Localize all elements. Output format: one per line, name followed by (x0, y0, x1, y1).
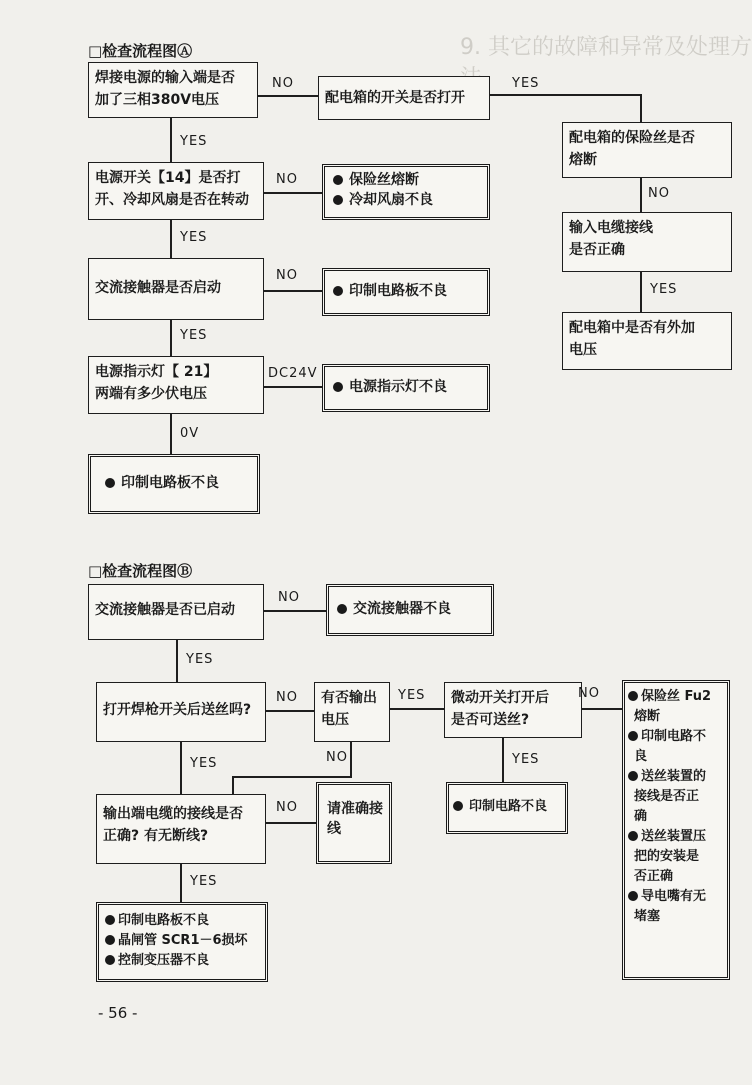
result-item (337, 599, 483, 619)
result-cont: 否正确 (634, 869, 674, 884)
connector (582, 708, 622, 710)
line: 两端有多少伏电压 (95, 386, 207, 402)
result-item (105, 931, 259, 951)
line: 打开焊枪开关后送丝吗? (103, 702, 252, 718)
result-text: 晶闸管 SCR1－6损坏 (118, 933, 248, 948)
result-item (333, 377, 479, 397)
line: 焊接电源的输入端是否 (95, 70, 235, 86)
result-cont: 熔断 (634, 709, 661, 724)
label-yes: YES (650, 282, 678, 297)
label-no: NO (276, 690, 298, 705)
line: 线 (327, 821, 341, 837)
result-text: 控制变压器不良 (118, 953, 210, 968)
result-cont: 确 (634, 809, 648, 824)
bullet-icon (628, 831, 638, 841)
flow-b-right-result (622, 680, 730, 980)
label-no: NO (276, 268, 298, 283)
flow-b-q5-box (96, 794, 266, 864)
line: 电源指示灯【 21】 (95, 364, 218, 380)
label-no: NO (578, 686, 600, 701)
result-text: 印制电路板不良 (118, 913, 210, 928)
connector (350, 742, 352, 776)
flow-a-s3-box (88, 258, 264, 320)
label-no: NO (276, 800, 298, 815)
label-dc24v: DC24V (268, 366, 318, 381)
result-item (105, 911, 259, 931)
connector (490, 94, 640, 96)
flow-a-title: □检查流程图Ⓐ (88, 42, 193, 60)
connector (232, 776, 352, 778)
label-yes: YES (180, 328, 208, 343)
result-item (628, 827, 724, 847)
result-text: 保险丝 Fu2 (641, 689, 712, 704)
line: 输入电缆接线 (569, 220, 653, 236)
bullet-icon (105, 915, 115, 925)
result-cont: 把的安装是 (634, 849, 700, 864)
bullet-icon (105, 935, 115, 945)
label-no: NO (648, 186, 670, 201)
label-yes: YES (190, 756, 218, 771)
line: 交流接触器是否启动 (95, 280, 221, 296)
flow-a-s4-result (322, 364, 490, 412)
connector (264, 290, 322, 292)
connector (502, 738, 504, 782)
result-text: 印制电路不 (641, 729, 707, 744)
line: 是否可送丝? (451, 712, 530, 728)
line: 交流接触器是否已启动 (95, 602, 235, 618)
flow-a-s4-box (88, 356, 264, 414)
result-item (333, 170, 479, 190)
result-text: 印制电路板不良 (121, 475, 219, 491)
flow-b-q1-result (326, 584, 494, 636)
bullet-icon (333, 382, 343, 392)
label-yes: YES (180, 134, 208, 149)
result-item (628, 727, 724, 747)
label-no: NO (278, 590, 300, 605)
flow-a-q4-box (562, 212, 732, 272)
result-text: 保险丝熔断 (349, 172, 419, 188)
line: 熔断 (569, 152, 597, 168)
connector (266, 822, 316, 824)
connector (170, 118, 172, 162)
flow-a-s5-result (88, 454, 260, 514)
connector (266, 710, 314, 712)
connector (170, 220, 172, 258)
bullet-icon (628, 771, 638, 781)
bullet-icon (337, 604, 347, 614)
label-no: NO (326, 750, 348, 765)
flow-b-q1-box (88, 584, 264, 640)
result-item (105, 473, 249, 493)
label-yes: YES (190, 874, 218, 889)
label-yes: YES (186, 652, 214, 667)
line: 有否输出 (321, 690, 377, 706)
bleed-through-text: 9. 其它的故障和异常及处理方 (460, 35, 752, 60)
result-text: 印制电路板不良 (349, 283, 447, 299)
label-0v: 0V (180, 426, 200, 441)
flow-b-q3-box (314, 682, 390, 742)
flow-b-q4-result (446, 782, 568, 834)
line: 是否正确 (569, 242, 625, 258)
line: 配电箱中是否有外加 (569, 320, 695, 336)
connector (170, 414, 172, 454)
flow-b-q2-box (96, 682, 266, 742)
bullet-icon (453, 801, 463, 811)
flow-a-s2-result (322, 164, 490, 220)
flow-a-q1-box (88, 62, 258, 118)
bullet-icon (628, 691, 638, 701)
result-cont: 良 (634, 749, 648, 764)
bullet-icon (105, 955, 115, 965)
result-item (105, 951, 259, 971)
result-text: 冷却风扇不良 (349, 192, 433, 208)
line: 配电箱的保险丝是否 (569, 130, 695, 146)
bullet-icon (333, 195, 343, 205)
line: 电压 (321, 712, 349, 728)
connector (640, 272, 642, 312)
line: 开、冷却风扇是否在转动 (95, 192, 249, 208)
result-text: 导电嘴有无 (641, 889, 707, 904)
result-cont: 接线是否正 (634, 789, 700, 804)
result-item (628, 767, 724, 787)
bullet-icon (628, 731, 638, 741)
line: 请准确接 (327, 801, 383, 817)
connector (180, 742, 182, 794)
page-number: - 56 - (98, 1004, 138, 1022)
label-no: NO (276, 172, 298, 187)
result-text: 送丝装置的 (641, 769, 707, 784)
result-text: 电源指示灯不良 (349, 379, 447, 395)
flow-b-q4-box (444, 682, 582, 738)
flow-a-q3-box (562, 122, 732, 178)
connector (264, 192, 322, 194)
line: 输出端电缆的接线是否 (103, 806, 243, 822)
connector (640, 94, 642, 122)
connector (640, 178, 642, 212)
label-yes: YES (512, 76, 540, 91)
result-text: 交流接触器不良 (353, 601, 451, 617)
line: 电源开关【14】是否打 (95, 170, 241, 186)
line: 正确? 有无断线? (103, 828, 209, 844)
label-no: NO (272, 76, 294, 91)
flow-a-s2-box (88, 162, 264, 220)
flow-a-s3-result (322, 268, 490, 316)
flow-a-q2-box (318, 76, 490, 120)
result-cont: 堵塞 (634, 909, 661, 924)
connector (232, 776, 234, 794)
connector (180, 864, 182, 902)
result-text: 印制电路不良 (469, 799, 548, 814)
result-item (333, 281, 479, 301)
label-yes: YES (398, 688, 426, 703)
flow-b-q5-result (316, 782, 392, 864)
bullet-icon (105, 478, 115, 488)
result-item (628, 687, 724, 707)
connector (176, 640, 178, 682)
connector (390, 708, 444, 710)
label-yes: YES (512, 752, 540, 767)
line: 配电箱的开关是否打开 (325, 90, 465, 106)
result-item (333, 190, 479, 210)
label-yes: YES (180, 230, 208, 245)
result-item (453, 797, 561, 817)
result-item (628, 887, 724, 907)
bullet-icon (333, 175, 343, 185)
connector (258, 95, 318, 97)
line: 加了三相380V电压 (95, 92, 220, 108)
bullet-icon (333, 286, 343, 296)
flow-a-q5-box (562, 312, 732, 370)
flow-b-title: □检查流程图Ⓑ (88, 562, 193, 580)
bullet-icon (628, 891, 638, 901)
connector (264, 386, 322, 388)
result-text: 送丝装置压 (641, 829, 707, 844)
connector (170, 320, 172, 356)
flow-b-final-result (96, 902, 268, 982)
connector (264, 610, 326, 612)
line: 微动开关打开后 (451, 690, 549, 706)
line: 电压 (569, 342, 597, 358)
